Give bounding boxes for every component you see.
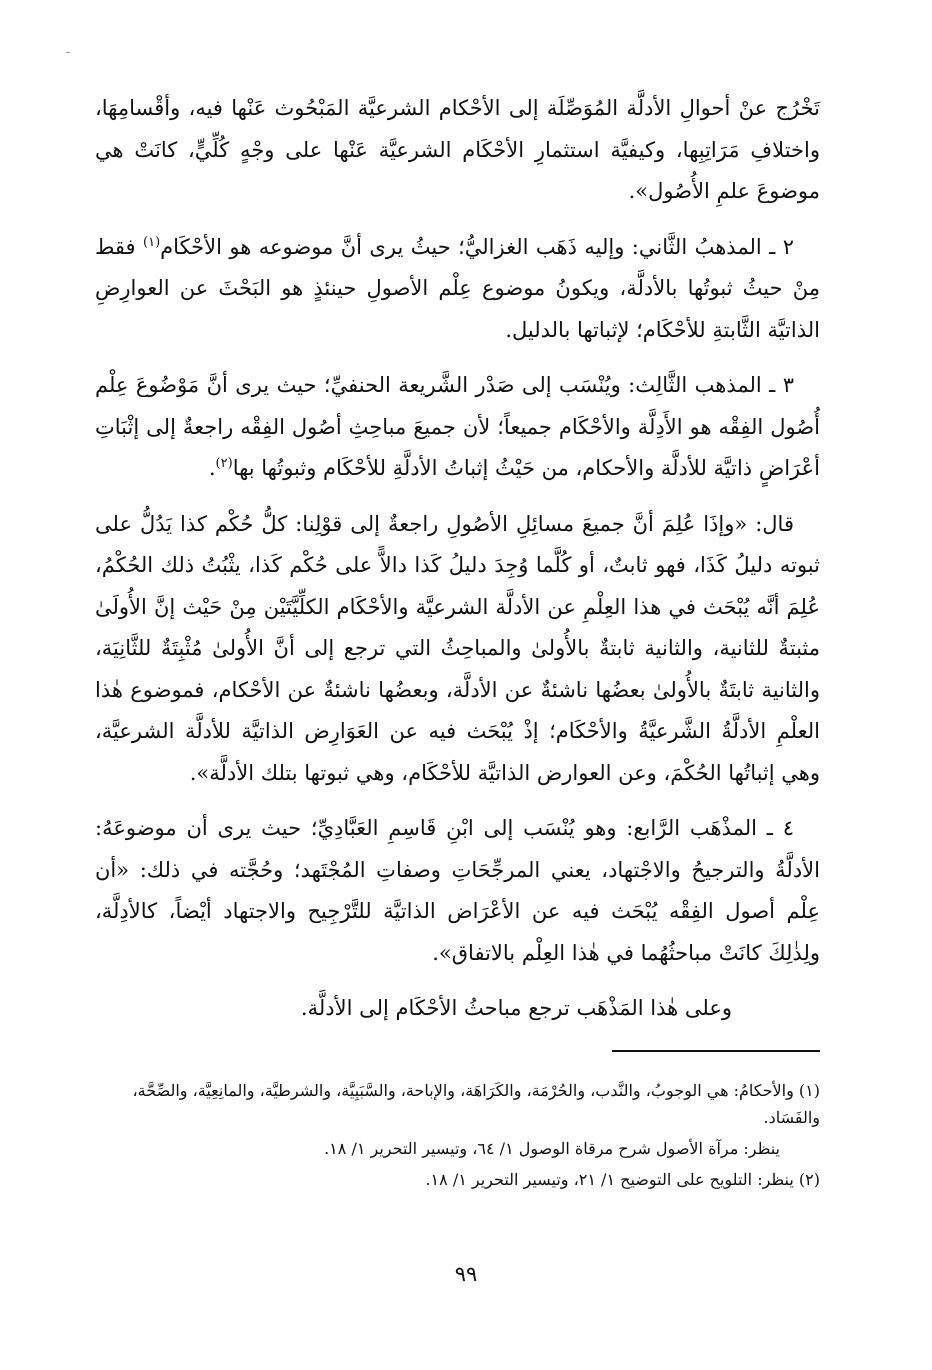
paragraph-1 [95, 88, 820, 213]
paragraph-3-text-after: . [208, 456, 216, 480]
paragraph-4 [95, 504, 820, 795]
paragraph-2 [95, 227, 820, 352]
paragraph-3-text: ٣ ـ المذهب الثَّالِث: ويُنْسَب إلى صَدْر الشَّريعة الحنفيِّ؛ حيث يرى أنَّ مَوْضُوعَ عِلْم أُصُول الفِقْه هو الأَدِلَّة والأحْكَام جميعاً؛ لأن جميعَ مباحِثِ أصُول الفِقْه راجعةٌ إلى إثْبَاتِ أعْرَاضٍ ذاتيَّة للأدلَّة والأحكام، من حَيْثُ إثباتُ الأدلَّةِ للأحْكَام وثبوتُها بها [95, 373, 820, 480]
paragraph-2-text-after: فقط مِنْ حيثُ ثبوتُها بالأدلَّة، ويكونُ موضوع عِلْم الأصولِ حينئذٍ هو البَحْثَ عن العوارِضِ الذاتيَّة الثَّابتةِ للأحْكَام؛ لإثباتها بالدليل. [95, 234, 820, 342]
footnote-ref-2: (٢) [215, 456, 233, 471]
footnote-1-reference: ينظر: مرآة الأصول شرح مرقاة الوصول ١/ ٦٤، وتيسير التحرير ١/ ١٨. [324, 1139, 780, 1158]
paragraph-3 [95, 365, 820, 490]
footnotes [95, 1077, 820, 1197]
page-number: ٩٩ [454, 1262, 478, 1286]
footnote-1: (١) والأحكامُ: هي الوجوبُ، والنَّدب، والحُرْمَة، والكَرَاهَة، والإباحة، والسَّبَبِيَّة، والشرطيَّة، والمانِعِيَّة، والصِّحَّة، والفَسَاد. [132, 1081, 820, 1127]
paragraph-6-text: وعلى هٰذا المَذْهَب ترجع مباحثُ الأحْكَام إلى الأدلَّة. [300, 996, 732, 1020]
paragraph-6 [95, 988, 820, 1030]
scan-speck [66, 52, 70, 53]
paragraph-1-text: تَخْرُج عنْ أحوالِ الأدلَّة المُوَصِّلَة إلى الأحْكام الشرعيَّة المَبْحُوث عَنْها فيه، وأقْسامِهَا، واختلافِ مَرَاتِبِها، وكيفيَّة استثمارِ الأحْكَام الشرعيَّة عَنْها على وجْهٍ كُلِّيٍّ، كانَتْ هي موضوعَ علمِ الأُصُول». [95, 96, 820, 203]
footnote-separator [612, 1050, 820, 1052]
footnote-ref-1: (١) [143, 234, 161, 250]
paragraph-2-text: ٢ ـ المذهبُ الثَّاني: وإليه ذَهَب الغزاليُّ؛ حيثُ يرى أنَّ موضوعه هو الأحْكَام [160, 234, 794, 259]
paragraph-5-text: ٤ ـ المذْهَب الرَّابع: وهو يُنْسَب إلى ابْنِ قَاسِمِ العَبَّادِيِّ؛ حيث يرى أن موضوعَهُ: الأدلَّةُ والترجيحُ والاجْتهاد، يعني المرجِّحَاتِ وصفاتِ المُجْتَهد؛ وحُجَّته في ذلك: «أن عِلْم أصول الفِقْه يُبْحَث فيه عن الأعْرَاض الذاتيَّة للتَّرْجِيح والاجتهاد أيْضاً، كالأدِلَّة، ولِذٰلِكَ كانَتْ مباحثُهُما في هٰذا العِلْم بالاتفاق». [95, 816, 820, 965]
footnote-2: (٢) ينظر: التلويح على التوضيح ١/ ٢١، وتيسير التحرير ١/ ١٨. [425, 1170, 820, 1189]
paragraph-5 [95, 808, 820, 974]
main-text [95, 88, 820, 1044]
paragraph-4-text: قال: «وإذَا عُلِمَ أنَّ جميعَ مسائِلِ الأصُولِ راجعةٌ إلى قوْلِنا: كلُّ حُكْم كذا يَدُلُّ على ثبوته دليلُ كَذَا، فهو ثابتٌ، أو كُلَّما وُجِدَ دليلُ كَذا دالاًّ على حُكْم كَذا، يثْبُتُ ذلك الحُكْمُ، عُلِمَ أنَّه يُبْحَث في هذا العِلْمِ عن الأدلَّة الشرعيَّة والأحْكَام الكلِّيَّتَيْن مِنْ حَيْث إنَّ الأُولَىٰ مثبتةٌ للثانية، والثانية ثابتةٌ بالأُولىٰ والمباحِثُ التي ترجع إلى أنَّ الأُولىٰ مُثْبِتَةٌ للثَّانِيَة، والثانية ثابتَةٌ بالأُولىٰ بعضُها ناشئةٌ عن الأدلَّة، وبعضُها ناشئةٌ عن الأحْكام، فموضوع هٰذا العلْمِ الأدلَّةُ الشَّرعيَّةُ والأحْكَام؛ إذْ يُبْحَث فيه عن العَوَارِض الذاتيَّة للأدلَّة الشرعيَّة، وهي إثباتُها الحُكْمَ، وعن العوارض الذاتيَّة للأحْكَام، وهي ثبوتها بتلك الأدلَّة». [95, 511, 820, 785]
